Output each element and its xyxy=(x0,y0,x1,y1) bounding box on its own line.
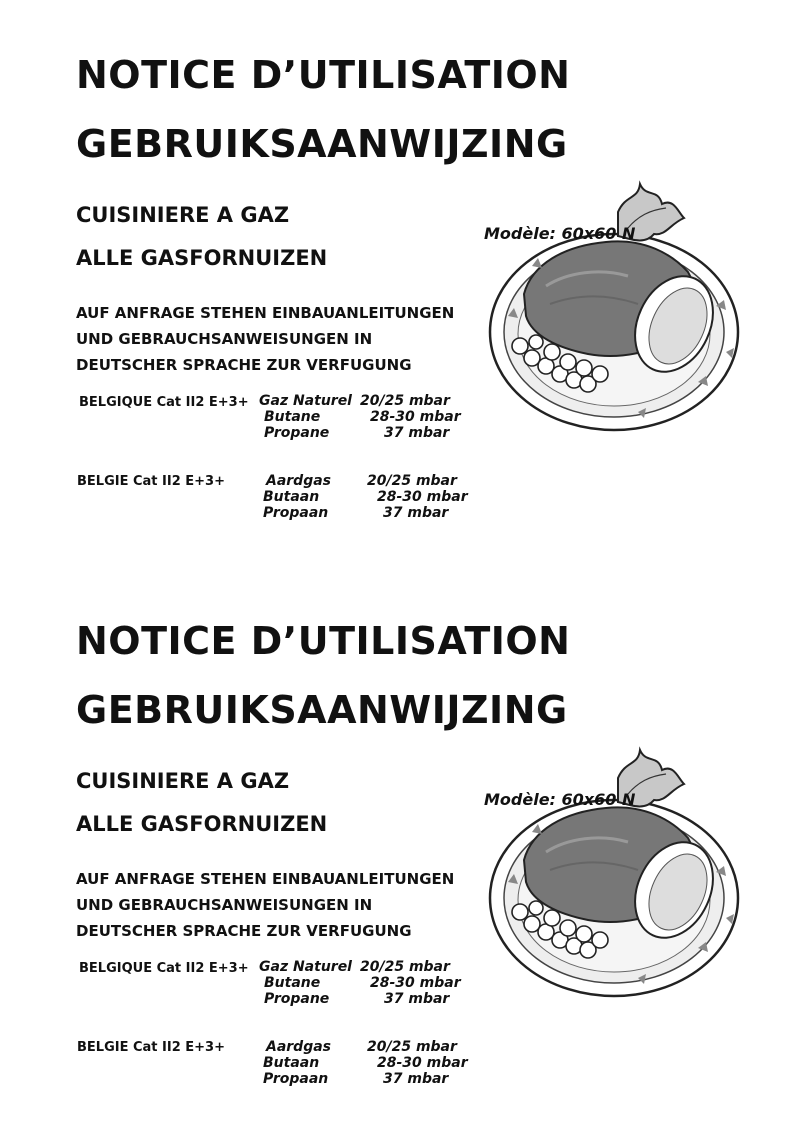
gas-name: Butaan xyxy=(263,489,320,505)
german-notice-line: AUF ANFRAGE STEHEN EINBAUANLEITUNGEN xyxy=(76,870,455,888)
belgie-category-label: BELGIE Cat II2 E+3+ xyxy=(77,474,225,489)
gas-name: Butane xyxy=(264,975,321,991)
belgie-category-label: BELGIE Cat II2 E+3+ xyxy=(77,1040,225,1055)
gas-pressure: 28-30 mbar xyxy=(377,489,468,505)
gas-name: Aardgas xyxy=(266,473,332,489)
german-notice-line: UND GEBRAUCHSANWEISUNGEN IN xyxy=(76,330,373,348)
german-notice xyxy=(76,300,454,378)
title-dutch: GEBRUIKSAANWIJZING xyxy=(76,122,568,166)
gas-pressure: 37 mbar xyxy=(384,991,450,1007)
belgique-category-label: BELGIQUE Cat II2 E+3+ xyxy=(79,961,249,976)
subtitle-french: CUISINIERE A GAZ xyxy=(76,203,290,227)
belgique-category-label: BELGIQUE Cat II2 E+3+ xyxy=(79,395,249,410)
model-label: Modèle: 60x60 N xyxy=(484,224,636,243)
gas-pressure: 20/25 mbar xyxy=(360,393,450,409)
gas-name: Propaan xyxy=(263,505,329,521)
gas-pressure: 20/25 mbar xyxy=(367,1039,457,1055)
plate-illustration xyxy=(488,742,752,998)
subtitle-dutch: ALLE GASFORNUIZEN xyxy=(76,812,328,836)
gas-name: Butane xyxy=(264,409,321,425)
german-notice-line: DEUTSCHER SPRACHE ZUR VERFUGUNG xyxy=(76,356,412,374)
gas-name: Gaz Naturel xyxy=(259,393,352,409)
title-french: NOTICE D’UTILISATION xyxy=(76,619,571,663)
model-label: Modèle: 60x60 N xyxy=(484,790,636,809)
plate-illustration xyxy=(488,176,752,432)
gas-pressure: 28-30 mbar xyxy=(370,975,461,991)
subtitle-french: CUISINIERE A GAZ xyxy=(76,769,290,793)
gas-pressure: 28-30 mbar xyxy=(370,409,461,425)
gas-name: Butaan xyxy=(263,1055,320,1071)
german-notice-line: UND GEBRAUCHSANWEISUNGEN IN xyxy=(76,896,373,914)
gas-pressure: 37 mbar xyxy=(384,425,450,441)
gas-name: Propane xyxy=(264,991,330,1007)
german-notice-line: DEUTSCHER SPRACHE ZUR VERFUGUNG xyxy=(76,922,412,940)
german-notice xyxy=(76,866,454,944)
gas-pressure: 28-30 mbar xyxy=(377,1055,468,1071)
gas-pressure: 37 mbar xyxy=(383,1071,449,1087)
title-french: NOTICE D’UTILISATION xyxy=(76,53,571,97)
gas-pressure: 37 mbar xyxy=(383,505,449,521)
gas-pressure: 20/25 mbar xyxy=(360,959,450,975)
manual-cover-block xyxy=(0,566,802,1133)
subtitle-dutch: ALLE GASFORNUIZEN xyxy=(76,246,328,270)
german-notice-line: AUF ANFRAGE STEHEN EINBAUANLEITUNGEN xyxy=(76,304,455,322)
gas-name: Aardgas xyxy=(266,1039,332,1055)
gas-pressure: 20/25 mbar xyxy=(367,473,457,489)
title-dutch: GEBRUIKSAANWIJZING xyxy=(76,688,568,732)
gas-name: Propaan xyxy=(263,1071,329,1087)
gas-name: Gaz Naturel xyxy=(259,959,352,975)
gas-name: Propane xyxy=(264,425,330,441)
